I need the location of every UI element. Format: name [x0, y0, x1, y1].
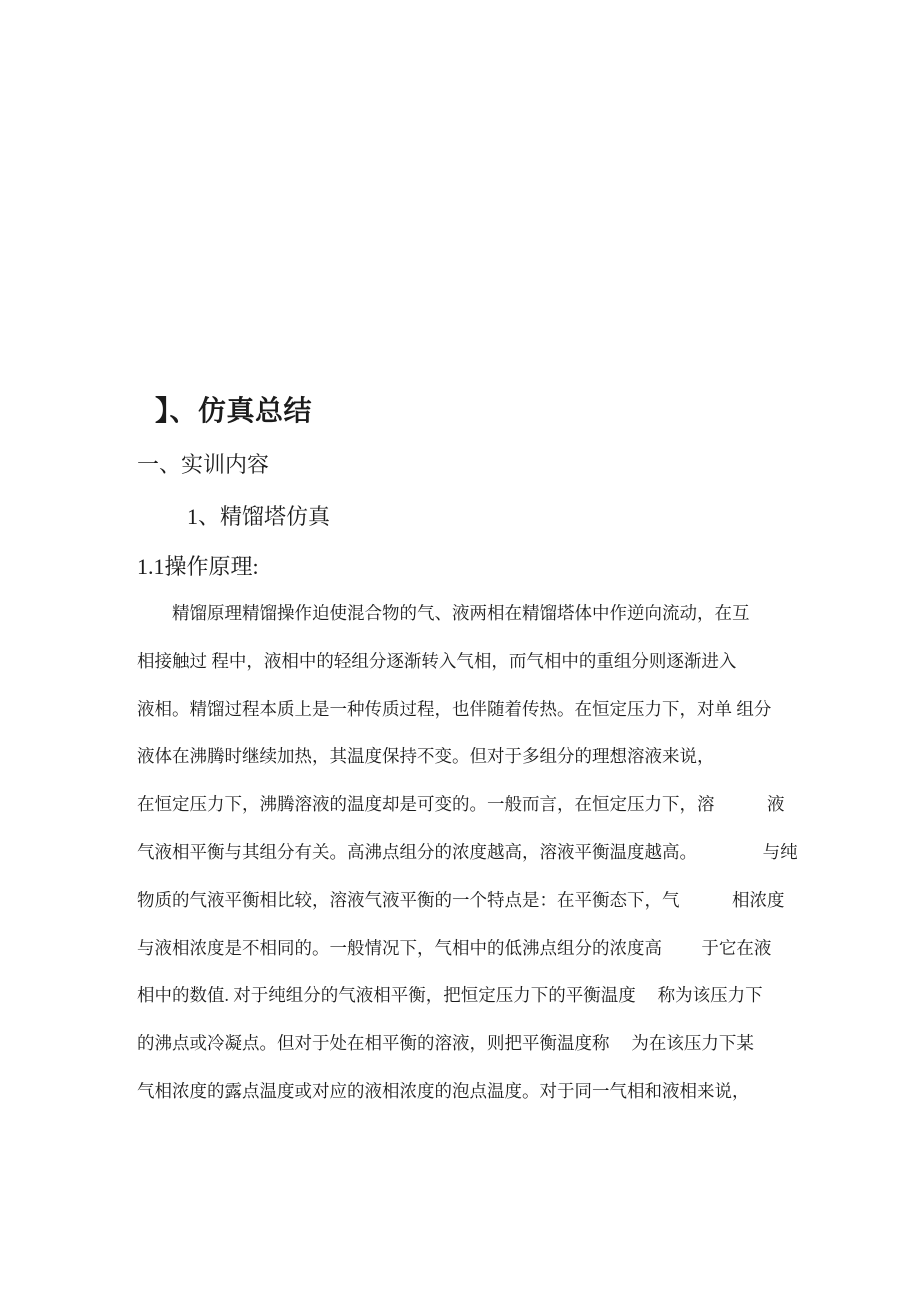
paragraph-line: 气液相平衡与其组分有关。高沸点组分的浓度越高，溶液平衡温度越高。 与纯 [137, 841, 798, 862]
paragraph-line: 液相。精馏过程本质上是一种传质过程，也伴随着传热。在恒定压力下，对单 组分 [137, 698, 772, 719]
paragraph-line: 相中的数值. 对于纯组分的气液相平衡，把恒定压力下的平衡温度 称为该压力下 [137, 985, 763, 1006]
paragraph-line: 相接触过 程中，液相中的轻组分逐渐转入气相，而气相中的重组分则逐渐进入 [137, 650, 737, 671]
paragraph-line: 在恒定压力下，沸腾溶液的温度却是可变的。一般而言，在恒定压力下，溶 液 [137, 794, 785, 815]
doc-title: 】、仿真总结 [155, 396, 313, 427]
paragraph-line: 与液相浓度是不相同的。一般情况下，气相中的低沸点组分的浓度高 于它在液 [137, 937, 772, 958]
subsub-heading-operating-principle: 1.1操作原理: [137, 554, 259, 579]
paragraph-block [137, 601, 857, 1127]
paragraph-line: 气相浓度的露点温度或对应的液相浓度的泡点温度。对于同一气相和液相来说， [137, 1080, 750, 1101]
paragraph-line: 的沸点或冷凝点。但对于处在相平衡的溶液，则把平衡温度称 为在该压力下某 [137, 1033, 754, 1054]
subsection-heading-distillation-tower-simulation: 1、精馏塔仿真 [187, 504, 331, 529]
section-heading-training-content: 一、实训内容 [137, 452, 270, 477]
paragraph-line: 物质的气液平衡相比较，溶液气液平衡的一个特点是：在平衡态下，气 相浓度 [137, 889, 785, 910]
paragraph-line: 液体在沸腾时继续加热，其温度保持不变。但对于多组分的理想溶液来说， [137, 746, 715, 767]
paragraph-line: 精馏原理精馏操作迫使混合物的气、液两相在精馏塔体中作逆向流动，在互 [172, 603, 750, 623]
